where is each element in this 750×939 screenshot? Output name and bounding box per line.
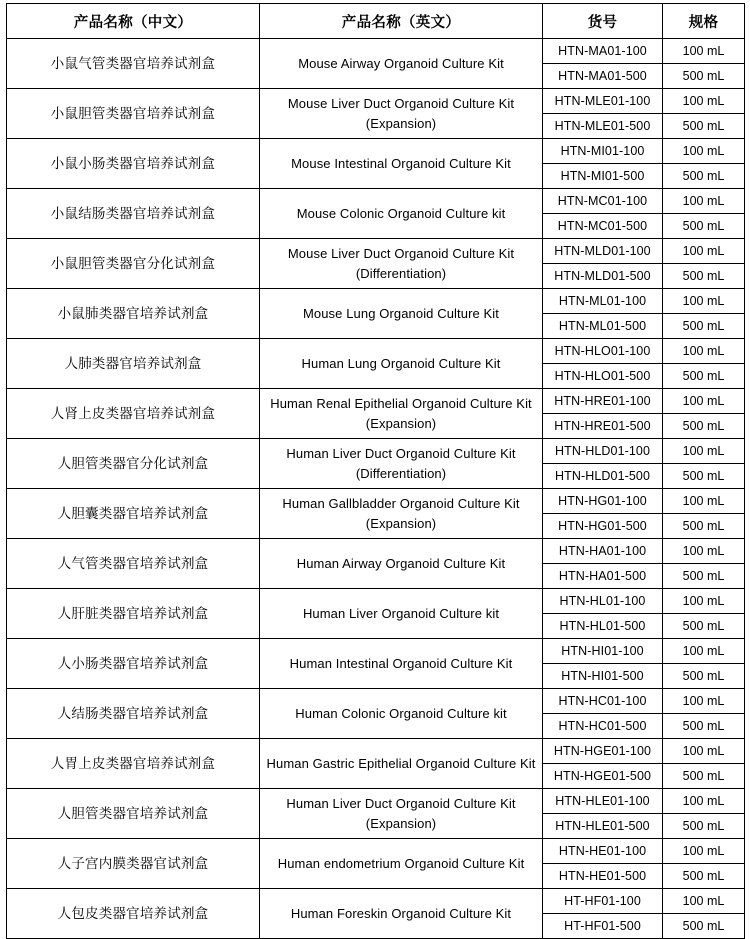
product-name-cn: 小鼠胆管类器官培养试剂盒	[7, 89, 260, 139]
specification: 500 mL	[663, 814, 745, 839]
product-name-en: Human endometrium Organoid Culture Kit	[260, 839, 543, 889]
table-row	[7, 489, 745, 514]
table-row	[7, 889, 745, 914]
specification: 100 mL	[663, 139, 745, 164]
catalog-number: HTN-HG01-500	[543, 514, 663, 539]
catalog-number: HTN-HA01-100	[543, 539, 663, 564]
product-name-en: Human Intestinal Organoid Culture Kit	[260, 639, 543, 689]
product-name-en: Human Liver Duct Organoid Culture Kit (Differentiation)	[260, 439, 543, 489]
catalog-number: HTN-HRE01-100	[543, 389, 663, 414]
table-body	[7, 39, 745, 939]
specification: 100 mL	[663, 639, 745, 664]
specification: 500 mL	[663, 414, 745, 439]
table-row	[7, 289, 745, 314]
catalog-number: HTN-HLE01-100	[543, 789, 663, 814]
catalog-number: HTN-MA01-500	[543, 64, 663, 89]
specification: 100 mL	[663, 889, 745, 914]
table-row	[7, 439, 745, 464]
catalog-number: HTN-HA01-500	[543, 564, 663, 589]
catalog-number: HTN-HE01-500	[543, 864, 663, 889]
product-name-cn: 人肺类器官培养试剂盒	[7, 339, 260, 389]
table-row	[7, 839, 745, 864]
product-name-en: Human Renal Epithelial Organoid Culture Kit (Expansion)	[260, 389, 543, 439]
specification: 100 mL	[663, 39, 745, 64]
catalog-number: HTN-MI01-500	[543, 164, 663, 189]
catalog-number: HTN-HL01-100	[543, 589, 663, 614]
product-name-cn: 人包皮类器官培养试剂盒	[7, 889, 260, 939]
table-row	[7, 539, 745, 564]
product-name-cn: 小鼠小肠类器官培养试剂盒	[7, 139, 260, 189]
catalog-number: HTN-HLO01-100	[543, 339, 663, 364]
product-name-en: Human Lung Organoid Culture Kit	[260, 339, 543, 389]
specification: 100 mL	[663, 389, 745, 414]
table-header	[7, 4, 745, 39]
product-name-cn: 小鼠结肠类器官培养试剂盒	[7, 189, 260, 239]
table-row	[7, 89, 745, 114]
catalog-number: HTN-HLD01-500	[543, 464, 663, 489]
catalog-number: HTN-HGE01-100	[543, 739, 663, 764]
catalog-number: HTN-HLE01-500	[543, 814, 663, 839]
catalog-number: HTN-HGE01-500	[543, 764, 663, 789]
catalog-number: HTN-HLD01-100	[543, 439, 663, 464]
specification: 500 mL	[663, 764, 745, 789]
specification: 500 mL	[663, 614, 745, 639]
catalog-number: HTN-HRE01-500	[543, 414, 663, 439]
column-header-name-en: 产品名称（英文）	[260, 4, 543, 39]
catalog-number: HTN-MLE01-500	[543, 114, 663, 139]
product-name-en: Mouse Colonic Organoid Culture kit	[260, 189, 543, 239]
specification: 500 mL	[663, 264, 745, 289]
table-row	[7, 339, 745, 364]
product-name-en: Mouse Liver Duct Organoid Culture Kit (Differentiation)	[260, 239, 543, 289]
specification: 100 mL	[663, 239, 745, 264]
catalog-number: HTN-MLD01-100	[543, 239, 663, 264]
specification: 100 mL	[663, 89, 745, 114]
table-row	[7, 189, 745, 214]
specification: 500 mL	[663, 714, 745, 739]
catalog-number: HTN-ML01-500	[543, 314, 663, 339]
product-name-cn: 人子宫内膜类器官试剂盒	[7, 839, 260, 889]
product-name-en: Human Gastric Epithelial Organoid Culture Kit	[260, 739, 543, 789]
specification: 100 mL	[663, 739, 745, 764]
product-name-cn: 人胃上皮类器官培养试剂盒	[7, 739, 260, 789]
specification: 100 mL	[663, 689, 745, 714]
specification: 500 mL	[663, 64, 745, 89]
catalog-number: HTN-HG01-100	[543, 489, 663, 514]
product-name-cn: 人结肠类器官培养试剂盒	[7, 689, 260, 739]
specification: 500 mL	[663, 364, 745, 389]
catalog-number: HTN-HC01-500	[543, 714, 663, 739]
product-table	[6, 3, 745, 939]
product-name-en: Human Liver Duct Organoid Culture Kit (Expansion)	[260, 789, 543, 839]
table-row	[7, 689, 745, 714]
product-name-en: Human Liver Organoid Culture kit	[260, 589, 543, 639]
specification: 500 mL	[663, 914, 745, 939]
product-name-cn: 人肝脏类器官培养试剂盒	[7, 589, 260, 639]
catalog-number: HTN-MA01-100	[543, 39, 663, 64]
specification: 100 mL	[663, 339, 745, 364]
specification: 500 mL	[663, 164, 745, 189]
catalog-number: HT-HF01-500	[543, 914, 663, 939]
catalog-number: HTN-HLO01-500	[543, 364, 663, 389]
catalog-number: HTN-MI01-100	[543, 139, 663, 164]
table-row	[7, 639, 745, 664]
table-row	[7, 39, 745, 64]
specification: 100 mL	[663, 489, 745, 514]
product-name-cn: 人胆管类器官分化试剂盒	[7, 439, 260, 489]
catalog-number: HTN-HE01-100	[543, 839, 663, 864]
catalog-number: HTN-MLD01-500	[543, 264, 663, 289]
specification: 100 mL	[663, 539, 745, 564]
product-name-en: Mouse Liver Duct Organoid Culture Kit (Expansion)	[260, 89, 543, 139]
specification: 100 mL	[663, 589, 745, 614]
product-name-cn: 人胆囊类器官培养试剂盒	[7, 489, 260, 539]
table-row	[7, 389, 745, 414]
catalog-number: HTN-MC01-100	[543, 189, 663, 214]
product-name-cn: 人小肠类器官培养试剂盒	[7, 639, 260, 689]
column-header-catalog: 货号	[543, 4, 663, 39]
catalog-number: HTN-HL01-500	[543, 614, 663, 639]
product-name-cn: 小鼠肺类器官培养试剂盒	[7, 289, 260, 339]
catalog-number: HTN-HI01-100	[543, 639, 663, 664]
catalog-number: HTN-ML01-100	[543, 289, 663, 314]
specification: 500 mL	[663, 464, 745, 489]
specification: 500 mL	[663, 664, 745, 689]
specification: 100 mL	[663, 789, 745, 814]
product-name-cn: 小鼠气管类器官培养试剂盒	[7, 39, 260, 89]
catalog-number: HTN-HI01-500	[543, 664, 663, 689]
specification: 500 mL	[663, 214, 745, 239]
catalog-number: HT-HF01-100	[543, 889, 663, 914]
specification: 100 mL	[663, 839, 745, 864]
table-row	[7, 789, 745, 814]
product-name-en: Mouse Airway Organoid Culture Kit	[260, 39, 543, 89]
specification: 500 mL	[663, 864, 745, 889]
specification: 100 mL	[663, 289, 745, 314]
product-name-cn: 人气管类器官培养试剂盒	[7, 539, 260, 589]
specification: 100 mL	[663, 189, 745, 214]
table-row	[7, 139, 745, 164]
table-header-row	[7, 4, 745, 39]
specification: 500 mL	[663, 314, 745, 339]
product-name-en: Human Colonic Organoid Culture kit	[260, 689, 543, 739]
product-name-en: Human Gallbladder Organoid Culture Kit (Expansion)	[260, 489, 543, 539]
product-name-cn: 小鼠胆管类器官分化试剂盒	[7, 239, 260, 289]
product-name-en: Human Foreskin Organoid Culture Kit	[260, 889, 543, 939]
specification: 500 mL	[663, 564, 745, 589]
product-name-en: Mouse Lung Organoid Culture Kit	[260, 289, 543, 339]
product-name-cn: 人肾上皮类器官培养试剂盒	[7, 389, 260, 439]
catalog-number: HTN-HC01-100	[543, 689, 663, 714]
specification: 500 mL	[663, 114, 745, 139]
table-row	[7, 239, 745, 264]
table-row	[7, 739, 745, 764]
catalog-number: HTN-MC01-500	[543, 214, 663, 239]
product-name-cn: 人胆管类器官培养试剂盒	[7, 789, 260, 839]
specification: 500 mL	[663, 514, 745, 539]
product-name-en: Human Airway Organoid Culture Kit	[260, 539, 543, 589]
catalog-number: HTN-MLE01-100	[543, 89, 663, 114]
column-header-name-cn: 产品名称（中文）	[7, 4, 260, 39]
column-header-spec: 规格	[663, 4, 745, 39]
table-row	[7, 589, 745, 614]
specification: 100 mL	[663, 439, 745, 464]
product-name-en: Mouse Intestinal Organoid Culture Kit	[260, 139, 543, 189]
